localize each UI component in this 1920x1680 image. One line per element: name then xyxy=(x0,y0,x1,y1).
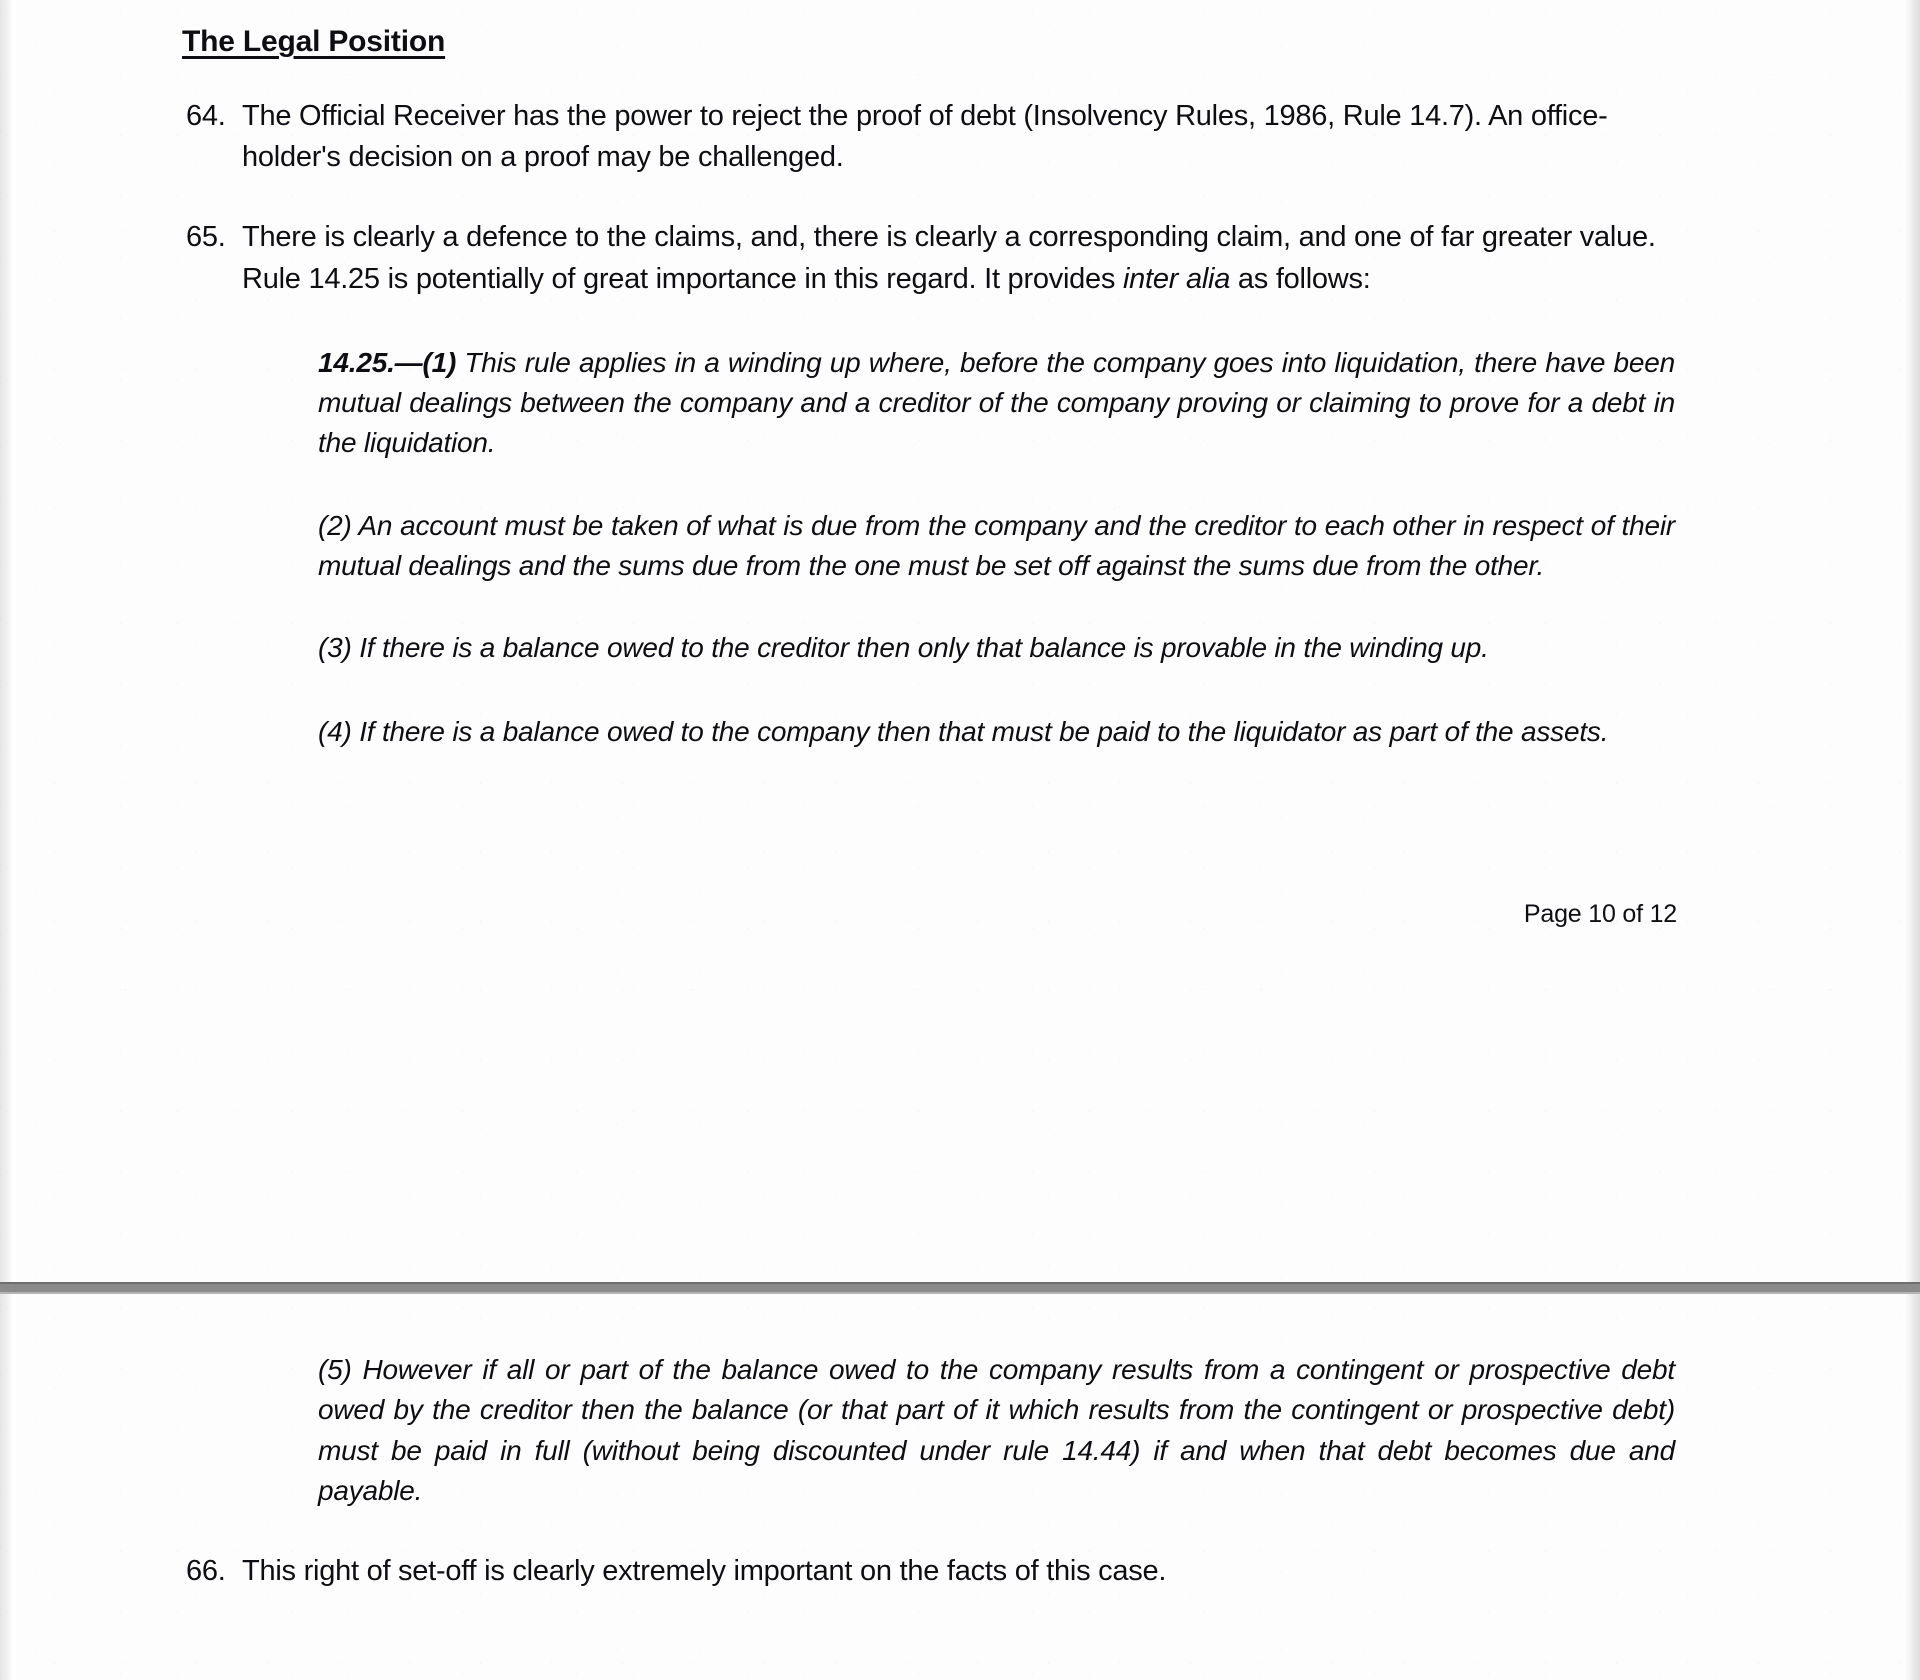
paragraph-65-text-lead: There is clearly a defence to the claims, and, there is clearly a corresponding claim, and one of far greater value. Rule 14.25 is potentially of great importance in this regard. It provides xyxy=(242,221,1656,295)
paragraph-66-text: This right of set-off is clearly extremely important on the facts of this case. xyxy=(242,1555,1167,1588)
paragraph-65 xyxy=(0,217,1920,299)
page-2-content xyxy=(0,1294,1920,1592)
quoted-rule-subsection-1-text: This rule applies in a winding up where, before the company goes into liquidation, there have been mutual dealings between the company and a creditor of the company proving or claiming to prove for a debt in the liquidation. xyxy=(318,346,1675,459)
page-separator xyxy=(0,1282,1920,1294)
document-page-2 xyxy=(0,1294,1920,1680)
section-heading-legal-position: The Legal Position xyxy=(182,25,446,58)
quoted-rule-subsection-4: (4) If there is a balance owed to the company then that must be paid to the liquidator as part of the assets. xyxy=(318,715,1609,747)
paragraph-64-number: 64. xyxy=(186,100,226,132)
quoted-rule-number-label: 14.25.—(1) xyxy=(318,346,457,378)
paragraph-66 xyxy=(0,1551,1920,1592)
paragraph-64 xyxy=(0,96,1920,178)
quoted-rule-subsection-3: (3) If there is a balance owed to the creditor then only that balance is provable in the winding up. xyxy=(318,632,1489,664)
paragraph-65-text xyxy=(242,217,1675,299)
paragraph-65-number: 65. xyxy=(186,221,226,254)
paragraph-65-text-tail: as follows: xyxy=(1230,262,1371,295)
paragraph-64-text: The Official Receiver has the power to reject the proof of debt (Insolvency Rules, 1986, Rule 14.7). An office-holder's decision on a proof may be challenged. xyxy=(242,100,1608,174)
quoted-rule-subsection-5: (5) However if all or part of the balance owed to the company results from a contingent or prospective debt owed by the creditor then the balance (or that part of it which results from the contingent or prospective debt) must be paid in full (without being discounted under rule 14.44) if and when that debt becomes due and payable. xyxy=(318,1354,1675,1506)
paragraph-66-number: 66. xyxy=(186,1555,226,1588)
quoted-rule-subsection-1 xyxy=(318,343,1675,464)
quoted-rule-subsection-2: (2) An account must be taken of what is due from the company and the creditor to each other in respect of their mutual dealings and the sums due from the one must be set off against the sums due from the other. xyxy=(318,509,1675,581)
quoted-rule-14-25 xyxy=(0,343,1920,752)
page-number-footer: Page 10 of 12 xyxy=(1523,899,1677,928)
paragraph-65-latin-phrase: inter alia xyxy=(1122,262,1231,295)
quoted-rule-14-25-continued xyxy=(0,1294,1920,1511)
